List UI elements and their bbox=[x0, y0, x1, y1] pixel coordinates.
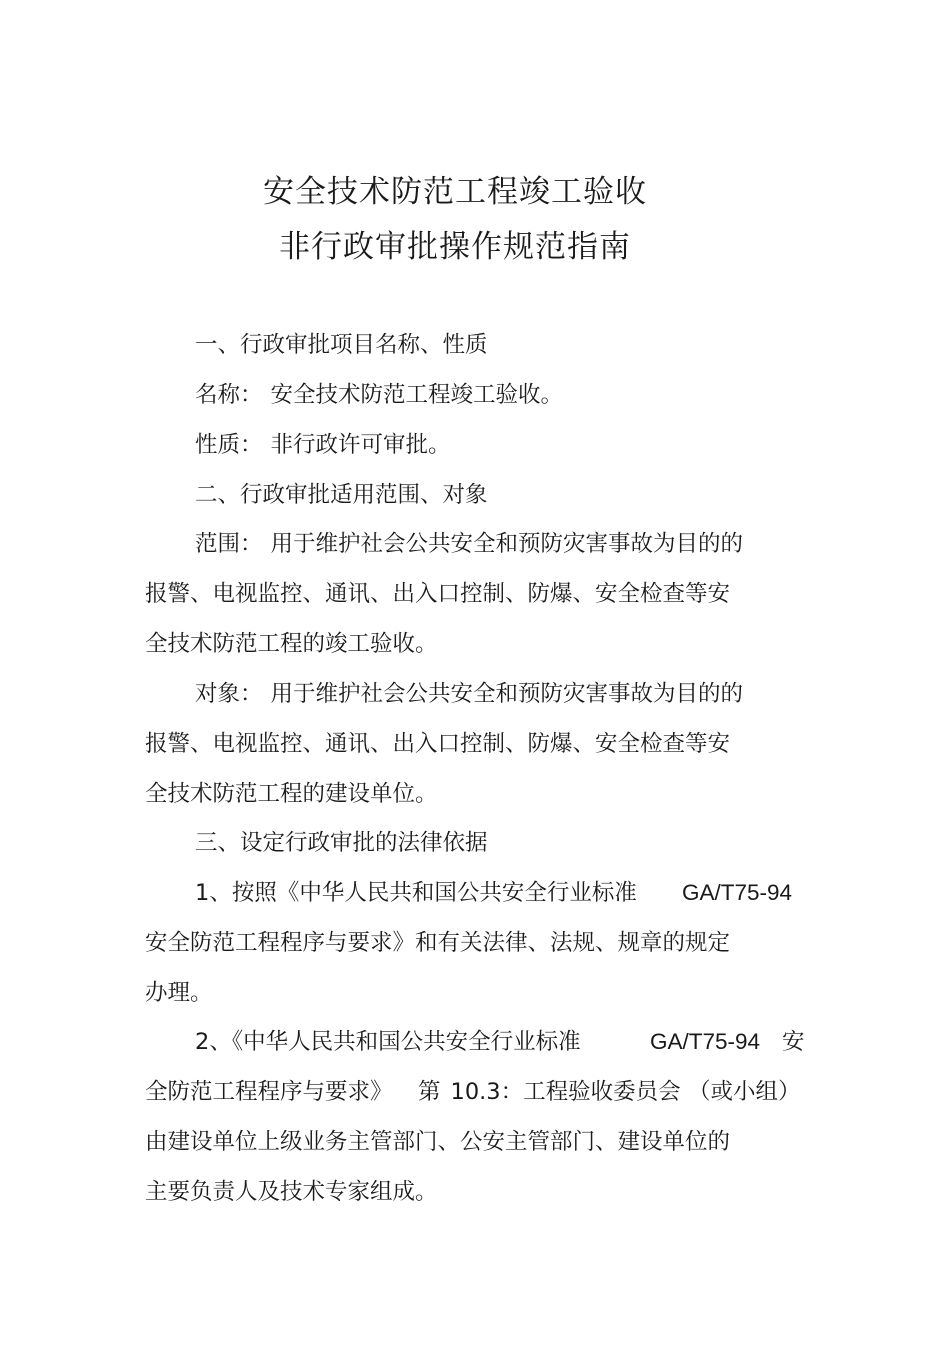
section-2-heading: 二、行政审批适用范围、对象 bbox=[195, 482, 488, 508]
scope-text-line-3: 全技术防范工程的竣工验收。 bbox=[145, 631, 438, 657]
object-text-line-2: 报警、电视监控、通讯、出入口控制、防爆、安全检查等安 bbox=[145, 731, 731, 757]
scope-label: 范围： bbox=[195, 531, 263, 557]
item-2-clause-prefix: 第 bbox=[418, 1079, 441, 1105]
object-row bbox=[195, 679, 743, 709]
item-2-line-1 bbox=[195, 1027, 581, 1057]
item-2-text: 2、《中华人民共和国公共安全行业标准 bbox=[195, 1029, 581, 1055]
item-1-standard-code: GA/T75-94 bbox=[682, 880, 793, 905]
scope-text-line-2: 报警、电视监控、通讯、出入口控制、防爆、安全检查等安 bbox=[145, 581, 731, 607]
name-label: 名称： bbox=[195, 382, 263, 408]
nature-label: 性质： bbox=[195, 432, 263, 458]
scope-row bbox=[195, 529, 743, 559]
object-label: 对象： bbox=[195, 681, 263, 707]
item-1-line-2: 安全防范工程程序与要求》和有关法律、法规、规章的规定 bbox=[145, 930, 731, 956]
section-1-heading: 一、行政审批项目名称、性质 bbox=[195, 332, 488, 358]
item-1-text: 1、按照《中华人民共和国公共安全行业标准 bbox=[195, 880, 637, 906]
name-value: 安全技术防范工程竣工验收。 bbox=[270, 382, 564, 408]
item-2-standard-code: GA/T75-94 bbox=[650, 1029, 761, 1054]
section-3-heading: 三、设定行政审批的法律依据 bbox=[195, 830, 488, 856]
item-2-line-2-part-b bbox=[418, 1077, 681, 1107]
nature-value: 非行政许可审批。 bbox=[270, 432, 451, 458]
name-row bbox=[195, 380, 563, 410]
object-text-line-3: 全技术防范工程的建设单位。 bbox=[145, 781, 438, 807]
document-title-line-2: 非行政审批操作规范指南 bbox=[279, 229, 631, 265]
item-2-line-2-part-a: 全防范工程程序与要求》 bbox=[145, 1079, 393, 1105]
item-2-line-3: 由建设单位上级业务主管部门、公安主管部门、建设单位的 bbox=[145, 1129, 731, 1155]
scope-text-line-1: 用于维护社会公共安全和预防灾害事故为目的的 bbox=[270, 531, 744, 557]
object-text-line-1: 用于维护社会公共安全和预防灾害事故为目的的 bbox=[270, 681, 744, 707]
item-1-line-1 bbox=[195, 878, 637, 908]
item-2-line-4: 主要负责人及技术专家组成。 bbox=[145, 1179, 438, 1205]
item-2-line-2 bbox=[145, 1077, 393, 1107]
item-2-clause-text: 10.3：工程验收委员会 bbox=[450, 1079, 681, 1105]
item-2-line-2-part-c: （或小组） bbox=[688, 1079, 801, 1105]
nature-row bbox=[195, 430, 451, 460]
item-2-line-1-tail: 安 bbox=[782, 1029, 805, 1055]
document-title-line-1: 安全技术防范工程竣工验收 bbox=[263, 174, 647, 210]
item-1-line-3: 办理。 bbox=[145, 980, 213, 1006]
